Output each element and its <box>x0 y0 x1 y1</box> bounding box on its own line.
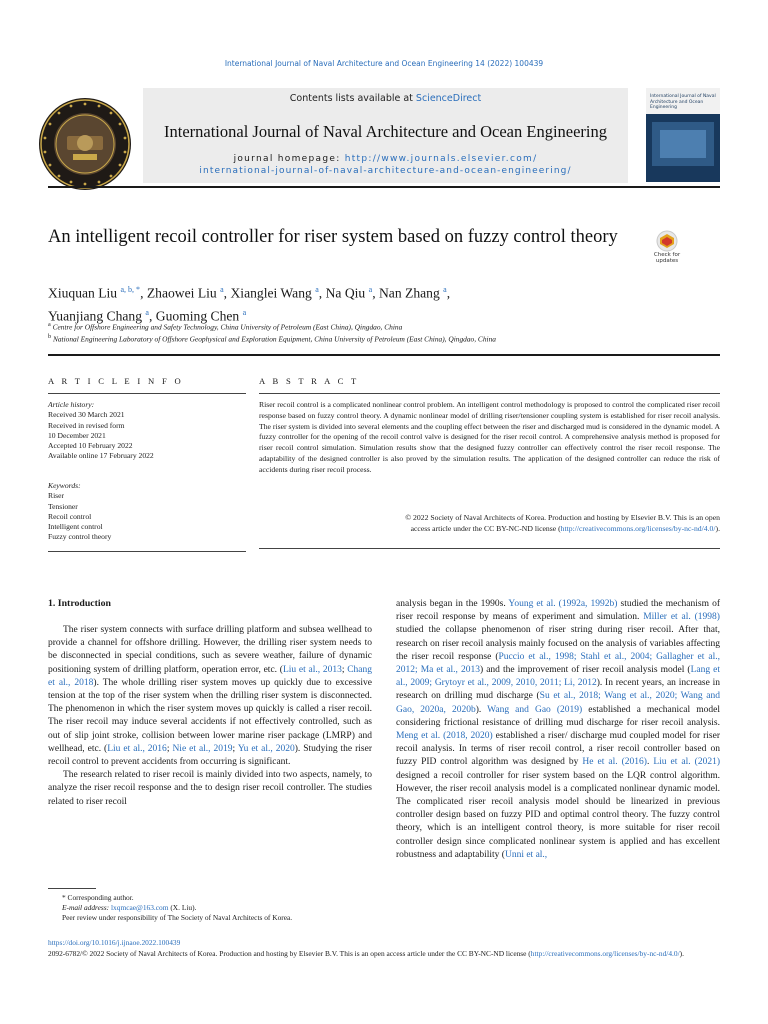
author-affiliation-marker[interactable]: a <box>315 285 319 294</box>
homepage-label: journal homepage: <box>233 154 345 164</box>
paragraph <box>48 624 372 769</box>
author-separator: , <box>446 285 451 301</box>
affiliation-b <box>48 334 720 343</box>
copyright-text: © 2022 Society of Naval Architects of Korea. Production and hosting by Elsevier B.V. This is an open <box>405 513 720 522</box>
crossmark-icon[interactable] <box>646 230 688 252</box>
header-divider <box>48 186 720 188</box>
journal-homepage <box>143 154 628 164</box>
article-info-heading: A R T I C L E I N F O <box>48 376 184 386</box>
paragraph: The research related to riser recoil is mainly divided into two aspects, namely, to analyze the riser recoil response and the to design riser recoil controller. The studies related to riser recoil <box>48 770 372 807</box>
citation-link[interactable]: Wang and Gao (2019) <box>487 704 583 715</box>
history-item: Received in revised form <box>48 420 125 430</box>
license-link[interactable]: http://creativecommons.org/licenses/by-nc-nd/4.0/ <box>560 523 716 533</box>
contents-available <box>143 93 628 104</box>
article-title: An intelligent recoil controller for riser system based on fuzzy control theory <box>48 227 618 247</box>
citation-link[interactable]: He et al. (2016) <box>582 757 647 768</box>
author-name: Nan Zhang <box>378 285 440 301</box>
text: ) and the improvement of riser recoil analysis model ( <box>479 665 691 676</box>
author-affiliation-marker[interactable]: a <box>145 307 149 317</box>
affiliation-marker: b <box>48 334 52 340</box>
history-item: Accepted 10 February 2022 <box>48 441 133 451</box>
text: established a mechanical model considering frictional resistance of drilling mud discharge for riser recoil analysis. <box>396 704 720 728</box>
affiliation-a <box>48 322 720 331</box>
section-divider <box>48 354 720 356</box>
divider <box>259 393 720 394</box>
citation-link[interactable]: Miller et al. (1998) <box>643 612 720 623</box>
text: The riser system connects with surface drilling platform and subsea wellhead to provide a channel for offshore drilling. However, the drilling riser system needs to be disconnected in special conditions, such as severe weather, failure of dynamic positioning system of drilling platform, operation error, etc. ( <box>48 625 372 675</box>
author-name: Xianglei Wang <box>230 285 312 301</box>
email-line <box>48 903 378 913</box>
author-list <box>48 280 648 325</box>
author-affiliation-marker[interactable]: a <box>242 307 247 317</box>
paragraph <box>396 598 720 862</box>
license-statement <box>48 949 720 960</box>
author-separator: , <box>140 285 147 301</box>
copyright-text: access article under the CC BY-NC-ND license ( <box>410 523 561 533</box>
affiliation-marker: a <box>48 322 51 328</box>
text: ). <box>475 704 488 715</box>
abstract-heading: A B S T R A C T <box>259 376 360 386</box>
divider <box>259 548 720 549</box>
footnote-divider <box>48 888 96 889</box>
affiliation-text: National Engineering Laboratory of Offshore Geophysical and Exploration Equipment, China University of Petroleum (East China), Qingdao, China <box>52 334 496 344</box>
keywords-label: Keywords: <box>48 481 81 490</box>
citation-link[interactable]: Liu et al. (2021) <box>653 757 720 768</box>
author-affiliation-marker[interactable]: a <box>368 285 373 294</box>
email-label: E-mail address: <box>62 903 111 913</box>
doi-link[interactable]: https://doi.org/10.1016/j.ijnaoe.2022.100439 <box>48 938 181 947</box>
homepage-link-part2[interactable]: international-journal-of-naval-architecture-and-ocean-engineering/ <box>199 166 572 176</box>
author-affiliation-marker[interactable]: a <box>220 285 224 294</box>
journal-reference[interactable]: International Journal of Naval Architecture and Ocean Engineering 14 (2022) 100439 <box>224 59 544 68</box>
text: ). Studying the riser recoil control to prevent accidents from occurring is significant. <box>48 743 373 768</box>
keyword-item: Tensioner <box>48 501 78 511</box>
journal-banner <box>143 88 628 183</box>
citation-link[interactable]: Unni et al., <box>504 849 548 860</box>
text: ; <box>166 743 173 754</box>
citation-link[interactable]: Young et al. (1992a, 1992b) <box>508 599 618 609</box>
abstract-copyright <box>259 513 720 535</box>
citation-link[interactable]: Puccio et al., 1998; Stahl et al., 2004; Gallagher et al., 2012; Ma et al., 2013 <box>396 651 720 676</box>
keyword-item: Recoil control <box>48 511 92 521</box>
citation-link[interactable]: Chang et al., 2018 <box>48 664 373 688</box>
author-separator: , <box>223 285 231 301</box>
email-suffix: (X. Liu). <box>168 903 197 913</box>
keyword-item: Intelligent control <box>48 522 103 532</box>
email-link[interactable]: lxqmcae@163.com <box>111 903 169 913</box>
keywords <box>48 481 248 543</box>
text: ). In recent years, an increase in research on drilling mud discharge ( <box>396 678 721 702</box>
peer-review-note: Peer review under responsibility of The Society of Naval Architects of Korea. <box>62 913 293 923</box>
society-logo-icon <box>37 96 133 192</box>
keyword-item: Riser <box>48 491 65 501</box>
citation-link[interactable]: Liu et al., 2016 <box>107 743 167 754</box>
page-footer <box>48 938 720 959</box>
text: studied the collapse phenomenon of riser string during riser recoil. After that, research on riser recoil analysis mainly focused on the analysis of variables affecting the riser recoil response ( <box>396 625 720 662</box>
text: designed a recoil controller for riser system based on the LQR control algorithm. However, the riser recoil analysis model is a complicated nonlinear dynamic model. The complicated riser recoil analysis model should be linearized in previous controller design based on fuzzy PID and optimal control theory. The fuzzy control theory, which is an intelligent control theory, is more suitable for riser recoil controller design since complicated nonlinear system is applied and has excellent robustness and adaptability ( <box>396 770 720 860</box>
author-name: Xiuquan Liu <box>48 285 118 301</box>
license-link[interactable]: http://creativecommons.org/licenses/by-nc-nd/4.0/ <box>530 948 680 958</box>
author-affiliation-marker[interactable]: a, b, * <box>120 285 141 294</box>
history-label: Article history: <box>48 400 95 409</box>
footnotes <box>48 893 378 924</box>
article-history <box>48 400 248 462</box>
citation-link[interactable]: Su et al., 2018; Wang et al., 2020; Wang and Gao, 2020a, 2020b <box>396 691 720 715</box>
abstract-text: Riser recoil control is a complicated nonlinear control problem. An intelligent control methodology is proposed to control the complicated riser recoil response based on fuzzy control theory. A dynamic nonlinear model of drilling riser/tensioner coupling system is established for riser recoil analysis. The riser system is divided into several elements and the coupling effect between the riser and discharged mud is considered in the dynamic model. A fuzzy controller for the opening of the recoil control valve is designed for the riser recoil control. A comprehensive analysis method is proposed for riser recoil control simulation. Simulation results show that the designed fuzzy controller can effectively control the riser recoil response. The adaptability of the designed controller is also proved by the simulation results. The application of the designed controller can reduce the risk of accidents during riser recoil process. <box>259 400 720 474</box>
corresponding-author-note: * Corresponding author. <box>62 893 134 902</box>
body-column-left <box>48 624 372 809</box>
history-item: Available online 17 February 2022 <box>48 451 154 461</box>
history-item: 10 December 2021 <box>48 430 106 440</box>
author-name: Zhaowei Liu <box>146 285 217 301</box>
author-name: Guoming Chen <box>155 308 240 324</box>
text: . <box>646 757 654 768</box>
author-affiliation-marker[interactable]: a <box>443 285 447 294</box>
journal-title: International Journal of Naval Architecture and Ocean Engineering <box>163 122 608 141</box>
citation-link[interactable]: Yu et al., 2020 <box>237 743 295 754</box>
citation-link[interactable]: Nie et al., 2019 <box>172 743 233 754</box>
author-name: Yuanjiang Chang <box>48 308 143 324</box>
license-text: 2092-6782/© 2022 Society of Naval Architects of Korea. Production and hosting by Elsevier B.V. This is an open access article under the CC BY-NC-ND license ( <box>48 948 531 958</box>
history-item: Received 30 March 2021 <box>48 410 125 420</box>
citation-link[interactable]: Lang et al., 2009; Grytoyr et al., 2009, 2010, 2011; Li, 2012 <box>396 665 720 689</box>
license-text: ). <box>679 948 684 958</box>
contents-label: Contents lists available at <box>289 93 416 104</box>
section-heading: 1. Introduction <box>48 598 111 609</box>
keyword-item: Fuzzy control theory <box>48 532 112 542</box>
author-separator: , <box>318 285 326 301</box>
divider <box>48 551 246 552</box>
body-column-right <box>396 598 720 862</box>
author-name: Na Qiu <box>325 285 366 301</box>
crossmark-label[interactable]: Check for updates <box>653 252 681 264</box>
sciencedirect-link[interactable]: ScienceDirect <box>415 93 482 104</box>
text: ; <box>232 743 238 754</box>
text: studied the mechanism of riser recoil response by means of experiment and simulation. <box>396 599 720 623</box>
citation-link[interactable]: Liu et al., 2013 <box>282 664 342 675</box>
cover-title: International Journal of Naval Architecture and Ocean Engineering <box>650 94 716 110</box>
author-separator: , <box>148 308 156 324</box>
text: established a riser/ discharge mud coupled model for riser recoil analysis. In terms of riser recoil control, a riser recoil controller based on fuzzy PID control algorithm was designed by <box>396 731 721 768</box>
text: ). The whole drilling riser system moves up quickly due to excessive tension at the top of the riser system when the drilling riser system is disconnected. The phenomenon in which the riser system moves up quickly is called a riser recoil. The riser recoil may induce several accidents if not effectively controlled, such as out of slip joint stroke, collision between lower marine riser package (LMRP) and wellhead, etc. ( <box>48 677 372 754</box>
homepage-link-part1[interactable]: http://www.journals.elsevier.com/ <box>344 154 538 164</box>
citation-link[interactable]: Meng et al. (2018, 2020) <box>396 731 493 742</box>
divider <box>48 393 246 394</box>
text: analysis began in the 1990s. <box>396 599 509 609</box>
journal-cover-image[interactable] <box>646 88 720 182</box>
text: ; <box>341 664 348 675</box>
affiliation-text: Centre for Offshore Engineering and Safety Technology, China University of Petroleum (East China), Qingdao, China <box>52 322 403 332</box>
author-separator: , <box>372 285 379 301</box>
copyright-text: ). <box>715 523 720 533</box>
